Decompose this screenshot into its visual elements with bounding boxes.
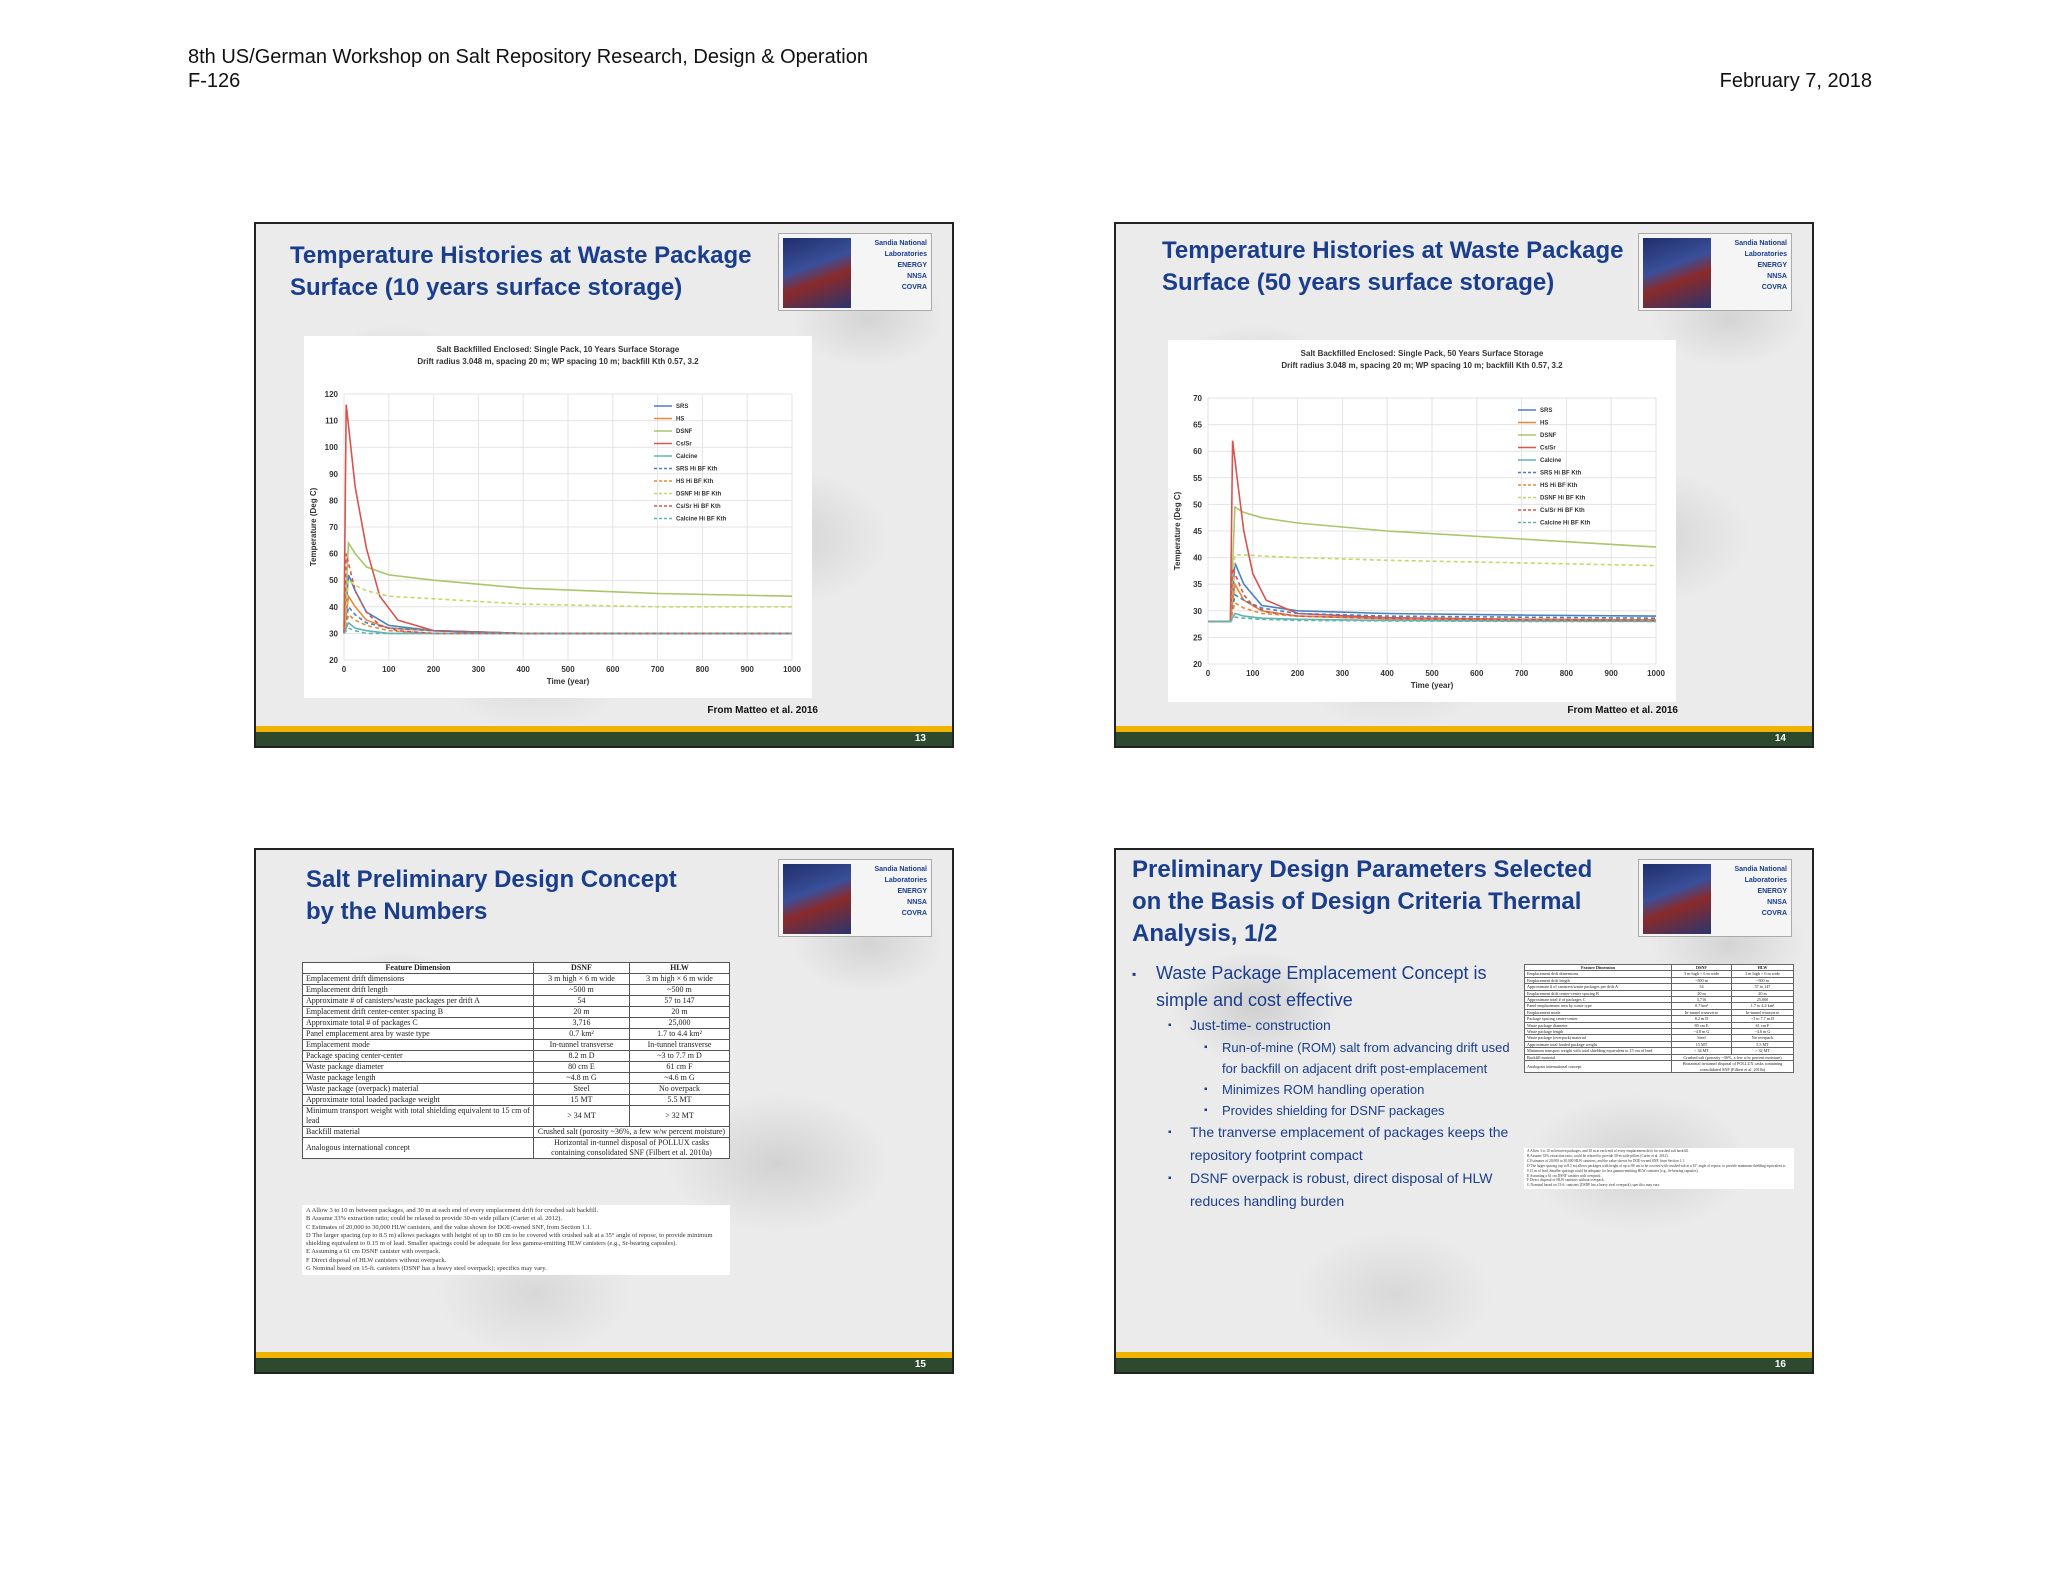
- bullet-item: [1168, 1121, 1512, 1167]
- table-cell-feature: Waste package (overpack) material: [303, 1084, 534, 1095]
- table-cell-hlw: ~4.6 m G: [630, 1073, 730, 1084]
- table-cell-hlw: 1.7 to 4.4 km²: [1732, 1003, 1794, 1009]
- table-cell-hlw: ~3 to 7.7 m D: [1732, 1016, 1794, 1022]
- table-footnote: C Estimates of 20,000 to 30,000 HLW canisters, and the value shown for DOE-owned SNF, from Section 1.1.: [1527, 1158, 1685, 1163]
- legend-label: Cs/Sr Hi BF Kth: [676, 504, 721, 510]
- table-footnote: A Allow 3 to 10 m between packages, and 30 m at each end of every emplacement drift for crushed salt backfill.: [306, 1207, 599, 1214]
- table-cell-feature: Approximate total # of packages C: [1525, 997, 1672, 1003]
- table-cell-feature: Approximate # of canisters/waste packages per drift A: [1525, 984, 1672, 990]
- table-cell-feature: Approximate total # of packages C: [303, 1018, 534, 1029]
- design-parameters-table: [1524, 964, 1794, 1073]
- table-cell-hlw: In-tunnel transverse: [630, 1040, 730, 1051]
- table-row: [303, 1007, 730, 1018]
- bullet-item: [1204, 1100, 1512, 1121]
- workshop-logo: [778, 859, 932, 937]
- sponsor-logo: ENERGY: [897, 262, 927, 269]
- table-cell-dsnf: 3,716: [1672, 997, 1732, 1003]
- x-tick-label: 300: [471, 665, 486, 674]
- table-cell-feature: Emplacement drift length: [303, 985, 534, 996]
- bullet-text: Run-of-mine (ROM) salt from advancing drift used for backfill on adjacent drift post-emplacement: [1222, 1040, 1510, 1076]
- bullet-marker-icon: ▪: [1204, 1042, 1208, 1053]
- table-row: [303, 1095, 730, 1106]
- chart-subtitle: Drift radius 3.048 m, spacing 20 m; WP spacing 10 m; backfill Kth 0.57, 3.2: [1281, 361, 1563, 370]
- x-tick-label: 0: [1205, 669, 1211, 678]
- slide-14: [1114, 222, 1814, 748]
- legend-label: Calcine: [1540, 458, 1562, 464]
- table-cell-feature: Emplacement drift center-center spacing B: [1525, 990, 1672, 996]
- table-cell-feature: Approximate total loaded package weight: [1525, 1041, 1672, 1047]
- bullet-text: Minimizes ROM handling operation: [1222, 1082, 1425, 1097]
- table-footnote: D The larger spacing (up to 8.5 m) allows packages with height of up to 80 cm to be covered with crushed salt at a 35° angle of repose, to provide minimum shielding equivalent to 0.15 m of lead. Smaller spacings could be adequate for less gamma-emitting HLW canisters (e.g., Sr-bearing capsules).: [306, 1231, 713, 1248]
- temperature-chart: [1168, 340, 1676, 702]
- table-header: Feature Dimension: [303, 963, 534, 974]
- table-cell-feature: Approximate total loaded package weight: [303, 1095, 534, 1106]
- table-cell-hlw: 57 to 147: [1732, 984, 1794, 990]
- table-cell-feature: Analogous international concept: [303, 1138, 534, 1159]
- legend-label: SRS Hi BF Kth: [676, 466, 718, 473]
- table-cell-feature: Waste package diameter: [1525, 1022, 1672, 1028]
- bullet-item: [1168, 1167, 1512, 1213]
- y-tick-label: 30: [329, 629, 338, 639]
- y-tick-label: 60: [329, 549, 338, 559]
- slide-16: [1114, 848, 1814, 1374]
- table-footnote: E Assuming a 61 cm DSNF canister with overpack.: [306, 1248, 441, 1256]
- bullet-item: [1168, 1014, 1512, 1037]
- table-row: [303, 1018, 730, 1029]
- y-tick-label: 80: [329, 496, 338, 506]
- footer-bar: [256, 1358, 952, 1372]
- slide-title: [1162, 235, 1624, 299]
- table-cell-hlw: 20 m: [630, 1007, 730, 1018]
- table-cell-dsnf: Steel: [534, 1084, 630, 1095]
- table-cell-hlw: ~4.6 m G: [1732, 1029, 1794, 1035]
- legend-label: Calcine Hi BF Kth: [1540, 520, 1591, 527]
- temperature-chart-svg: [304, 336, 812, 698]
- sponsor-logo: ENERGY: [897, 888, 927, 895]
- x-tick-label: 1000: [1647, 669, 1665, 678]
- x-tick-label: 300: [1335, 669, 1350, 678]
- x-axis-label: Time (year): [1410, 681, 1454, 690]
- table-cell-hlw: 57 to 147: [630, 996, 730, 1007]
- table-cell-hlw: No overpack: [1732, 1035, 1794, 1041]
- table-cell-dsnf: > 34 MT: [1672, 1048, 1732, 1054]
- table-cell-dsnf: 54: [534, 996, 630, 1007]
- slide-title-line: Analysis, 1/2: [1132, 920, 1278, 947]
- legend-label: SRS: [676, 404, 689, 410]
- y-tick-label: 65: [1193, 420, 1202, 430]
- x-tick-label: 200: [426, 665, 441, 674]
- table-cell-dsnf: 20 m: [1672, 990, 1732, 996]
- table-cell-dsnf: ~500 m: [534, 985, 630, 996]
- bullet-text: DSNF overpack is robust, direct disposal of HLW reduces handling burden: [1190, 1170, 1493, 1209]
- table-row: [1525, 1061, 1794, 1073]
- y-tick-label: 50: [329, 576, 338, 586]
- slide-15: [254, 848, 954, 1374]
- table-footnote: E Assuming a 61 cm DSNF canister with overpack.: [1527, 1173, 1602, 1178]
- table-cell-merged: Crushed salt (porosity ~36%, a few w/w percent moisture): [534, 1127, 730, 1138]
- bullet-text: Waste Package Emplacement Concept is simple and cost effective: [1156, 963, 1487, 1010]
- table-cell-feature: Emplacement drift dimensions: [1525, 971, 1672, 977]
- bullet-marker-icon: ▪: [1168, 1173, 1172, 1184]
- workshop-logo-image: [783, 238, 851, 308]
- sponsor-logo: COVRA: [1761, 910, 1787, 917]
- bullet-text: Just-time- construction: [1190, 1017, 1331, 1033]
- table-cell-dsnf: 0.7 km²: [1672, 1003, 1732, 1009]
- y-tick-label: 45: [1193, 527, 1202, 536]
- table-footnote: G Nominal based on 15-ft. canisters (DSNF has a heavy steel overpack); specifics may vary.: [1527, 1183, 1661, 1188]
- y-tick-label: 35: [1193, 580, 1202, 590]
- table-cell-dsnf: 80 cm E: [1672, 1022, 1732, 1028]
- bullet-marker-icon: ▪: [1204, 1084, 1208, 1095]
- chart-title: Salt Backfilled Enclosed: Single Pack, 10 Years Surface Storage: [436, 345, 680, 354]
- bullet-text: The tranverse emplacement of packages keeps the repository footprint compact: [1190, 1124, 1509, 1163]
- table-header: Feature Dimension: [1525, 965, 1672, 971]
- sponsor-logo: Sandia National Laboratories: [874, 240, 927, 258]
- slide-title-line: Temperature Histories at Waste Package: [1162, 237, 1624, 264]
- sponsor-logos: [855, 238, 927, 308]
- table-cell-hlw: 25,000: [630, 1018, 730, 1029]
- table-cell-feature: Waste package length: [303, 1073, 534, 1084]
- workshop-logo: [1638, 859, 1792, 937]
- legend-label: DSNF Hi BF Kth: [676, 491, 722, 498]
- sponsor-logo: Sandia National Laboratories: [1734, 240, 1787, 258]
- legend-label: DSNF Hi BF Kth: [1540, 495, 1586, 502]
- legend-label: DSNF: [1540, 433, 1557, 439]
- table-cell-dsnf: 3 m high × 6 m wide: [1672, 971, 1732, 977]
- table-row: [303, 1084, 730, 1095]
- x-tick-label: 700: [650, 665, 665, 674]
- table-footnote: B Assume 33% extraction ratio; could be relaxed to provide 30-m wide pillars (Carter et al. 2012).: [1527, 1153, 1669, 1158]
- table-row: [303, 1040, 730, 1051]
- table-cell-dsnf: 15 MT: [1672, 1041, 1732, 1047]
- table-cell-dsnf: 20 m: [534, 1007, 630, 1018]
- table-row: [303, 974, 730, 985]
- sponsor-logo: NNSA: [1767, 273, 1787, 280]
- sponsor-logo: NNSA: [907, 273, 927, 280]
- footer-bar: [256, 732, 952, 746]
- table-footnote: C Estimates of 20,000 to 30,000 HLW canisters, and the value shown for DOE-owned SNF, from Section 1.1.: [306, 1223, 592, 1231]
- table-cell-feature: Backfill material: [1525, 1054, 1672, 1060]
- table-cell-dsnf: In-tunnel transverse: [534, 1040, 630, 1051]
- sponsor-logo: Sandia National Laboratories: [874, 866, 927, 884]
- workshop-logo: [1638, 233, 1792, 311]
- x-tick-label: 900: [740, 665, 754, 674]
- x-tick-label: 0: [341, 665, 347, 674]
- document-header-code: F-126: [188, 70, 241, 92]
- design-parameters-table: [302, 962, 730, 1159]
- document-header-title: 8th US/German Workshop on Salt Repository Research, Design & Operation: [188, 46, 868, 68]
- temperature-chart: [304, 336, 812, 698]
- legend-label: HS Hi BF Kth: [1540, 483, 1578, 489]
- table-footnote: G Nominal based on 15-ft. canisters (DSNF has a heavy steel overpack); specifics may vary.: [306, 1265, 547, 1273]
- table-row: [303, 1051, 730, 1062]
- bullet-item: [1204, 1037, 1512, 1079]
- slide-title-line: Temperature Histories at Waste Package: [290, 242, 752, 269]
- slide-13: [254, 222, 954, 748]
- bullet-marker-icon: ▪: [1168, 1127, 1172, 1138]
- x-tick-label: 400: [1380, 669, 1394, 678]
- x-tick-label: 200: [1290, 669, 1305, 678]
- table-cell-feature: Emplacement drift center-center spacing B: [303, 1007, 534, 1018]
- table-cell-feature: Emplacement mode: [303, 1040, 534, 1051]
- x-tick-label: 600: [606, 665, 620, 674]
- y-tick-label: 55: [1193, 473, 1202, 483]
- y-tick-label: 60: [1193, 447, 1202, 457]
- x-tick-label: 500: [561, 665, 575, 674]
- slide-title-line: Surface (50 years surface storage): [1162, 269, 1555, 296]
- x-tick-label: 100: [1246, 669, 1260, 678]
- sponsor-logos: [1715, 864, 1787, 934]
- table-row: [303, 996, 730, 1007]
- slide-number: 15: [914, 1359, 926, 1370]
- slide-title-line: Preliminary Design Parameters Selected: [1132, 856, 1593, 883]
- x-tick-label: 1000: [783, 665, 801, 674]
- table-cell-hlw: 1.7 to 4.4 km²: [630, 1029, 730, 1040]
- chart-subtitle: Drift radius 3.048 m, spacing 20 m; WP spacing 10 m; backfill Kth 0.57, 3.2: [417, 357, 699, 366]
- y-tick-label: 20: [329, 656, 338, 665]
- table-cell-hlw: 25,000: [1732, 997, 1794, 1003]
- y-tick-label: 50: [1193, 500, 1202, 510]
- table-cell-merged: Horizontal in-tunnel disposal of POLLUX casks containing consolidated SNF (Filbert et al. 2010a): [534, 1138, 730, 1159]
- slide-title-line: by the Numbers: [306, 898, 488, 925]
- table-row: [303, 985, 730, 996]
- table-cell-hlw: ~500 m: [630, 985, 730, 996]
- workshop-logo-image: [1643, 238, 1711, 308]
- y-tick-label: 25: [1193, 633, 1202, 643]
- table-cell-hlw: 3 m high × 6 m wide: [1732, 971, 1794, 977]
- slide-title-line: on the Basis of Design Criteria Thermal: [1132, 888, 1582, 915]
- x-tick-label: 700: [1514, 669, 1529, 678]
- table-row: [303, 1106, 730, 1127]
- slide-number: 16: [1774, 1359, 1786, 1370]
- table-cell-feature: Analogous international concept: [1525, 1061, 1672, 1073]
- table-cell-dsnf: ~4.8 m G: [534, 1073, 630, 1084]
- table-header: DSNF: [534, 963, 630, 974]
- legend-label: Cs/Sr: [1540, 445, 1556, 452]
- table-cell-dsnf: 8.2 m D: [1672, 1016, 1732, 1022]
- table-row: [303, 1029, 730, 1040]
- table-cell-dsnf: In-tunnel transverse: [1672, 1009, 1732, 1015]
- y-tick-label: 120: [324, 390, 338, 399]
- table-cell-hlw: 5.5 MT: [1732, 1041, 1794, 1047]
- table-cell-hlw: > 32 MT: [1732, 1048, 1794, 1054]
- bullet-item: [1204, 1079, 1512, 1100]
- x-axis-label: Time (year): [546, 677, 590, 686]
- x-tick-label: 600: [1470, 669, 1484, 678]
- table-footnote: F Direct disposal of HLW canisters without overpack.: [1527, 1178, 1605, 1183]
- table-cell-feature: Waste package length: [1525, 1029, 1672, 1035]
- sponsor-logo: COVRA: [1761, 284, 1787, 291]
- legend-label: HS: [676, 416, 685, 423]
- legend-label: HS Hi BF Kth: [676, 479, 714, 485]
- bullet-text: Provides shielding for DSNF packages: [1222, 1103, 1445, 1118]
- bullet-marker-icon: ▪: [1204, 1105, 1208, 1116]
- x-tick-label: 100: [382, 665, 396, 674]
- table-cell-feature: Backfill material: [303, 1127, 534, 1138]
- table-cell-feature: Emplacement mode: [1525, 1009, 1672, 1015]
- slide-number: 13: [914, 733, 926, 744]
- sponsor-logo: ENERGY: [1757, 888, 1787, 895]
- table-cell-hlw: ~3 to 7.7 m D: [630, 1051, 730, 1062]
- table-cell-feature: Package spacing center-center: [1525, 1016, 1672, 1022]
- document-header-date: February 7, 2018: [1719, 70, 1872, 92]
- table-cell-dsnf: 15 MT: [534, 1095, 630, 1106]
- bullet-marker-icon: ▪: [1168, 1020, 1172, 1031]
- y-tick-label: 90: [329, 469, 338, 479]
- table-body: [303, 974, 730, 1159]
- y-axis-label: Temperature (Deg C): [1173, 491, 1182, 571]
- table-footnotes: [302, 1205, 730, 1275]
- chart-title: Salt Backfilled Enclosed: Single Pack, 50 Years Surface Storage: [1300, 349, 1544, 358]
- workshop-logo: [778, 233, 932, 311]
- table-cell-hlw: 61 cm F: [630, 1062, 730, 1073]
- table-cell-feature: Package spacing center-center: [303, 1051, 534, 1062]
- legend-label: HS: [1540, 420, 1549, 427]
- slide-title-line: Salt Preliminary Design Concept: [306, 866, 677, 893]
- table-cell-hlw: ~500 m: [1732, 977, 1794, 983]
- slide-title: [306, 864, 677, 928]
- y-tick-label: 30: [1193, 606, 1202, 616]
- y-tick-label: 70: [329, 523, 338, 532]
- figure-credit: From Matteo et al. 2016: [707, 705, 818, 716]
- legend-label: Cs/Sr: [676, 441, 692, 448]
- table-cell-dsnf: 8.2 m D: [534, 1051, 630, 1062]
- table-footnote: D The larger spacing (up to 8.5 m) allows packages with height of up to 80 cm to be covered with crushed salt at a 35° angle of repose, to provide minimum shielding equivalent to 0.15 m of lead. Smaller spacings could be adequate for less gamma-emitting HLW canisters (e.g., Sr-bearing capsules).: [1527, 1163, 1786, 1173]
- sponsor-logo: Sandia National Laboratories: [1734, 866, 1787, 884]
- table-cell-hlw: 5.5 MT: [630, 1095, 730, 1106]
- table-cell-feature: Panel emplacement area by waste type: [1525, 1003, 1672, 1009]
- table-header: HLW: [1732, 965, 1794, 971]
- table-cell-feature: Approximate # of canisters/waste packages per drift A: [303, 996, 534, 1007]
- sponsor-logos: [1715, 238, 1787, 308]
- slide-title-line: Surface (10 years surface storage): [290, 274, 683, 301]
- table-cell-merged: Horizontal in-tunnel disposal of POLLUX casks containing consolidated SNF (Filbert et al. 2010a): [1672, 1061, 1794, 1073]
- workshop-logo-image: [1643, 864, 1711, 934]
- footer-bar: [1116, 1358, 1812, 1372]
- table-footnote: F Direct disposal of HLW canisters without overpack.: [306, 1256, 447, 1264]
- legend-label: DSNF: [676, 429, 693, 435]
- legend-label: Cs/Sr Hi BF Kth: [1540, 508, 1585, 514]
- x-tick-label: 900: [1604, 669, 1618, 678]
- table-cell-feature: Waste package (overpack) material: [1525, 1035, 1672, 1041]
- table-cell-feature: Panel emplacement area by waste type: [303, 1029, 534, 1040]
- table-cell-feature: Minimum transport weight with total shielding equivalent to 15 cm of lead: [303, 1106, 534, 1127]
- slide-title: [290, 240, 752, 304]
- sponsor-logo: COVRA: [901, 910, 927, 917]
- footer-bar: [1116, 732, 1812, 746]
- y-axis-label: Temperature (Deg C): [309, 487, 318, 567]
- table-cell-hlw: 61 cm F: [1732, 1022, 1794, 1028]
- temperature-chart-svg: [1168, 340, 1676, 702]
- table-cell-hlw: In-tunnel transverse: [1732, 1009, 1794, 1015]
- table-cell-dsnf: 80 cm E: [534, 1062, 630, 1073]
- table-cell-dsnf: Steel: [1672, 1035, 1732, 1041]
- y-tick-label: 110: [325, 416, 338, 426]
- table-cell-hlw: No overpack: [630, 1084, 730, 1095]
- table-cell-hlw: 3 m high × 6 m wide: [630, 974, 730, 985]
- table-cell-hlw: > 32 MT: [630, 1106, 730, 1127]
- table-row: [303, 1138, 730, 1159]
- legend-label: Calcine: [676, 454, 698, 460]
- bullet-marker-icon: ▪: [1132, 967, 1137, 981]
- table-footnote: B Assume 33% extraction ratio; could be relaxed to provide 30-m wide pillars (Carter et al. 2012).: [306, 1215, 562, 1223]
- figure-credit: From Matteo et al. 2016: [1567, 705, 1678, 716]
- sponsor-logos: [855, 864, 927, 934]
- table-footnote: A Allow 3 to 10 m between packages, and 30 m at each end of every emplacement drift for crushed salt backfill.: [1527, 1149, 1689, 1153]
- table-cell-dsnf: 0.7 km²: [534, 1029, 630, 1040]
- sponsor-logo: COVRA: [901, 284, 927, 291]
- table-cell-feature: Emplacement drift length: [1525, 977, 1672, 983]
- sponsor-logo: NNSA: [1767, 899, 1787, 906]
- y-tick-label: 70: [1193, 394, 1202, 403]
- table-cell-hlw: 20 m: [1732, 990, 1794, 996]
- table-footnotes: [1524, 1148, 1794, 1189]
- table-cell-dsnf: ~4.8 m G: [1672, 1029, 1732, 1035]
- sponsor-logo: NNSA: [907, 899, 927, 906]
- legend-label: SRS Hi BF Kth: [1540, 470, 1582, 477]
- x-tick-label: 400: [516, 665, 530, 674]
- y-tick-label: 40: [329, 602, 338, 612]
- table-header-row: [303, 963, 730, 974]
- table-cell-dsnf: 3,716: [534, 1018, 630, 1029]
- y-tick-label: 100: [324, 443, 338, 453]
- slide-title: [1132, 854, 1592, 950]
- x-tick-label: 800: [695, 665, 710, 674]
- table-header: DSNF: [1672, 965, 1732, 971]
- table-row: [303, 1127, 730, 1138]
- bullet-item: [1132, 960, 1512, 1014]
- table-cell-feature: Waste package diameter: [303, 1062, 534, 1073]
- sponsor-logo: ENERGY: [1757, 262, 1787, 269]
- workshop-logo-image: [783, 864, 851, 934]
- x-tick-label: 800: [1559, 669, 1574, 678]
- table-row: [303, 1073, 730, 1084]
- table-cell-dsnf: 54: [1672, 984, 1732, 990]
- table-cell-dsnf: 3 m high × 6 m wide: [534, 974, 630, 985]
- y-tick-label: 40: [1193, 553, 1202, 563]
- table-cell-dsnf: > 34 MT: [534, 1106, 630, 1127]
- table-cell-feature: Emplacement drift dimensions: [303, 974, 534, 985]
- table-cell-merged: Crushed salt (porosity ~36%, a few w/w percent moisture): [1672, 1054, 1794, 1060]
- legend-label: SRS: [1540, 408, 1553, 414]
- table-header: HLW: [630, 963, 730, 974]
- y-tick-label: 20: [1193, 660, 1202, 669]
- table-cell-feature: Minimum transport weight with total shielding equivalent to 15 cm of lead: [1525, 1048, 1672, 1054]
- table-row: [303, 1062, 730, 1073]
- bullet-list: [1132, 960, 1512, 1213]
- table-body: [1525, 971, 1794, 1073]
- x-tick-label: 500: [1425, 669, 1439, 678]
- slide-number: 14: [1774, 733, 1786, 744]
- legend-label: Calcine Hi BF Kth: [676, 516, 727, 523]
- table-cell-dsnf: ~500 m: [1672, 977, 1732, 983]
